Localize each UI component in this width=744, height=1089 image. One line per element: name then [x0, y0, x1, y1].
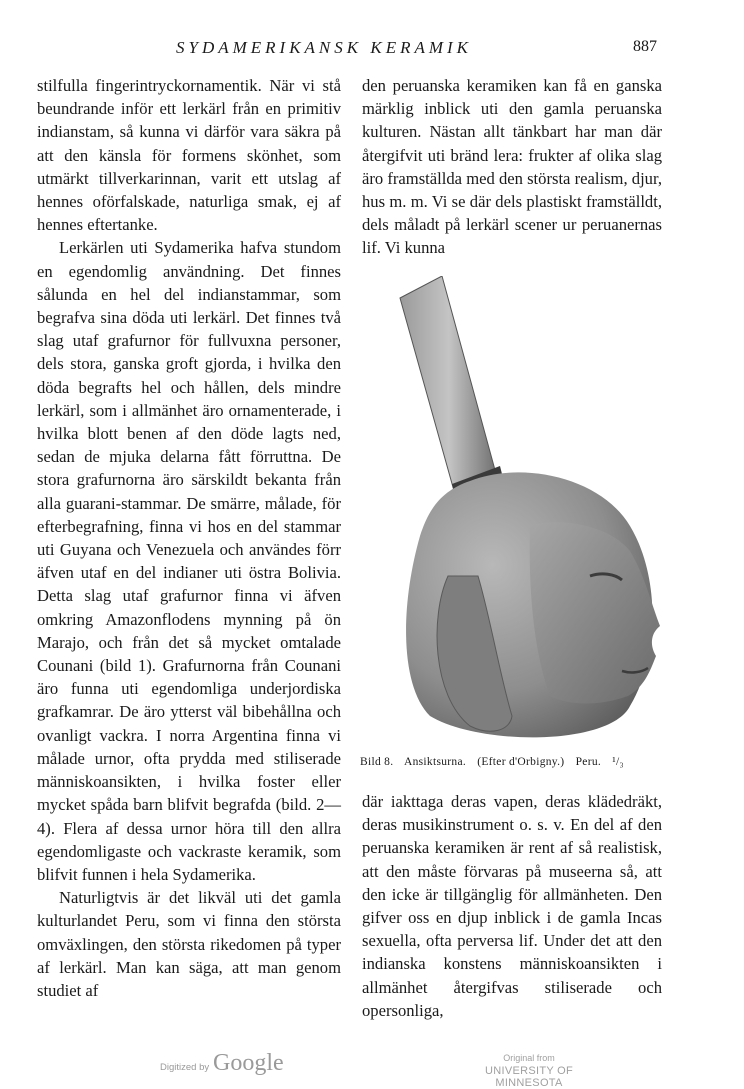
right-column-top [362, 74, 662, 260]
left-column [37, 74, 341, 1002]
paragraph: stilfulla fingerintryckornamentik. När vi stå beundrande inför ett lerkärl från en primitiv indianstam, så kunna vi därför vara säkra på att den känsla för formens skönhet, som utmärkt tillverkarinnan, varit ett utslag af hennes oförfalskade, naturliga smak, ej af hennes eftertanke. [37, 76, 341, 235]
paragraph: Naturligtvis är det likväl uti det gamla kulturlandet Peru, som vi finna den största omväxlingen, den största rikedomen på typer af lerkärl. Man kan säga, att man genom studiet af [37, 888, 341, 1000]
caption-source: (Efter d'Orbigny.) [477, 756, 565, 768]
page-footer [0, 1050, 744, 1089]
paragraph: där iakttaga deras vapen, deras klädedräkt, deras musikinstrument o. s. v. En del af den peruanska keramiken är rent af så realistisk, att den måste förvaras på museerna så, att den icke är tillgänglig för allmänheten. Den gifver oss en djup inblick i de gamla Incas sexuella, ofta perversa lif. Under det att den indianska konstens människoansikten i allmänhet återgifvas stiliserade och opersonliga, [362, 792, 662, 1020]
caption-label: Bild 8. [360, 756, 394, 768]
page-number: 887 [633, 38, 657, 55]
university-label: UNIVERSITY OF MINNESOTA [484, 1065, 574, 1089]
paragraph: den peruanska keramiken kan få en ganska märklig inblick uti den gamla peruanska kulturen. Nästan allt tänkbart har man där återgifvit uti bränd lera: frukter af olika slag äro framställda med den största realism, djur, hus m. m. Vi se där dels plastiskt framställdt, dels måladt på lerkärl scener ur peruanernas lif. Vi kunna [362, 76, 662, 258]
running-title: SYDAMERIKANSK KERAMIK [176, 38, 473, 57]
caption-place: Peru. [575, 756, 602, 768]
vessel-spout [400, 276, 498, 498]
face-urn-illustration [360, 276, 664, 746]
digitized-by-label: Digitized by [160, 1062, 210, 1073]
caption-title: Ansiktsurna. [403, 756, 467, 768]
caption-scale: ¹/₃ [612, 756, 624, 768]
google-logo: Google [213, 1050, 284, 1076]
paragraph: Lerkärlen uti Sydamerika hafva stundom en egendomlig användning. Det finnes sålunda en hel del indianstammar, som begrafva sina döda uti lerkärl. Det finnes två slag utaf grafurnor för fullvuxna personer, dels stora, ganska groft gjorda, i hvilka den döda begrafts hel och hållen, dels mindre lerkärl, som i allmänhet äro ornamenterade, i hvilka blott benen af den döde lagts ned, sedan de mjuka delarna fått förruttna. De stora grafurnorna äro särskildt bekanta från alla guarani-stammar. De smärre, målade, för efterbegrafning, finna vi hos en del stammar uti Guyana och Venezuela och användes förr äfven utaf en del indianer uti östra Bolivia. Detta slag utaf grafurnor finna vi äfven omkring Amazonflodens mynning på ön Marajo, och från det så mycket omtalade Counani (bild 1). Grafurnorna från Counani äro funna uti egendomliga underjordiska grafkamrar. De äro ytterst väl bibehållna och ovanligt vackra. I norra Argentina finna vi målade urnor, ofta prydda med stiliserade människoansikten, i hvilka foster eller mycket spåda barn blifvit begrafda (bild. 2—4). Flera af dessa urnor höra till den allra egendomligaste och vackraste keramik, som blifvit funnen i hela Sydamerika. [37, 238, 341, 884]
right-column-bottom [362, 790, 662, 1022]
original-from-label: Original from [503, 1053, 555, 1063]
face-urn-figure [360, 276, 664, 746]
page-header [0, 38, 744, 64]
figure-caption [360, 756, 670, 768]
